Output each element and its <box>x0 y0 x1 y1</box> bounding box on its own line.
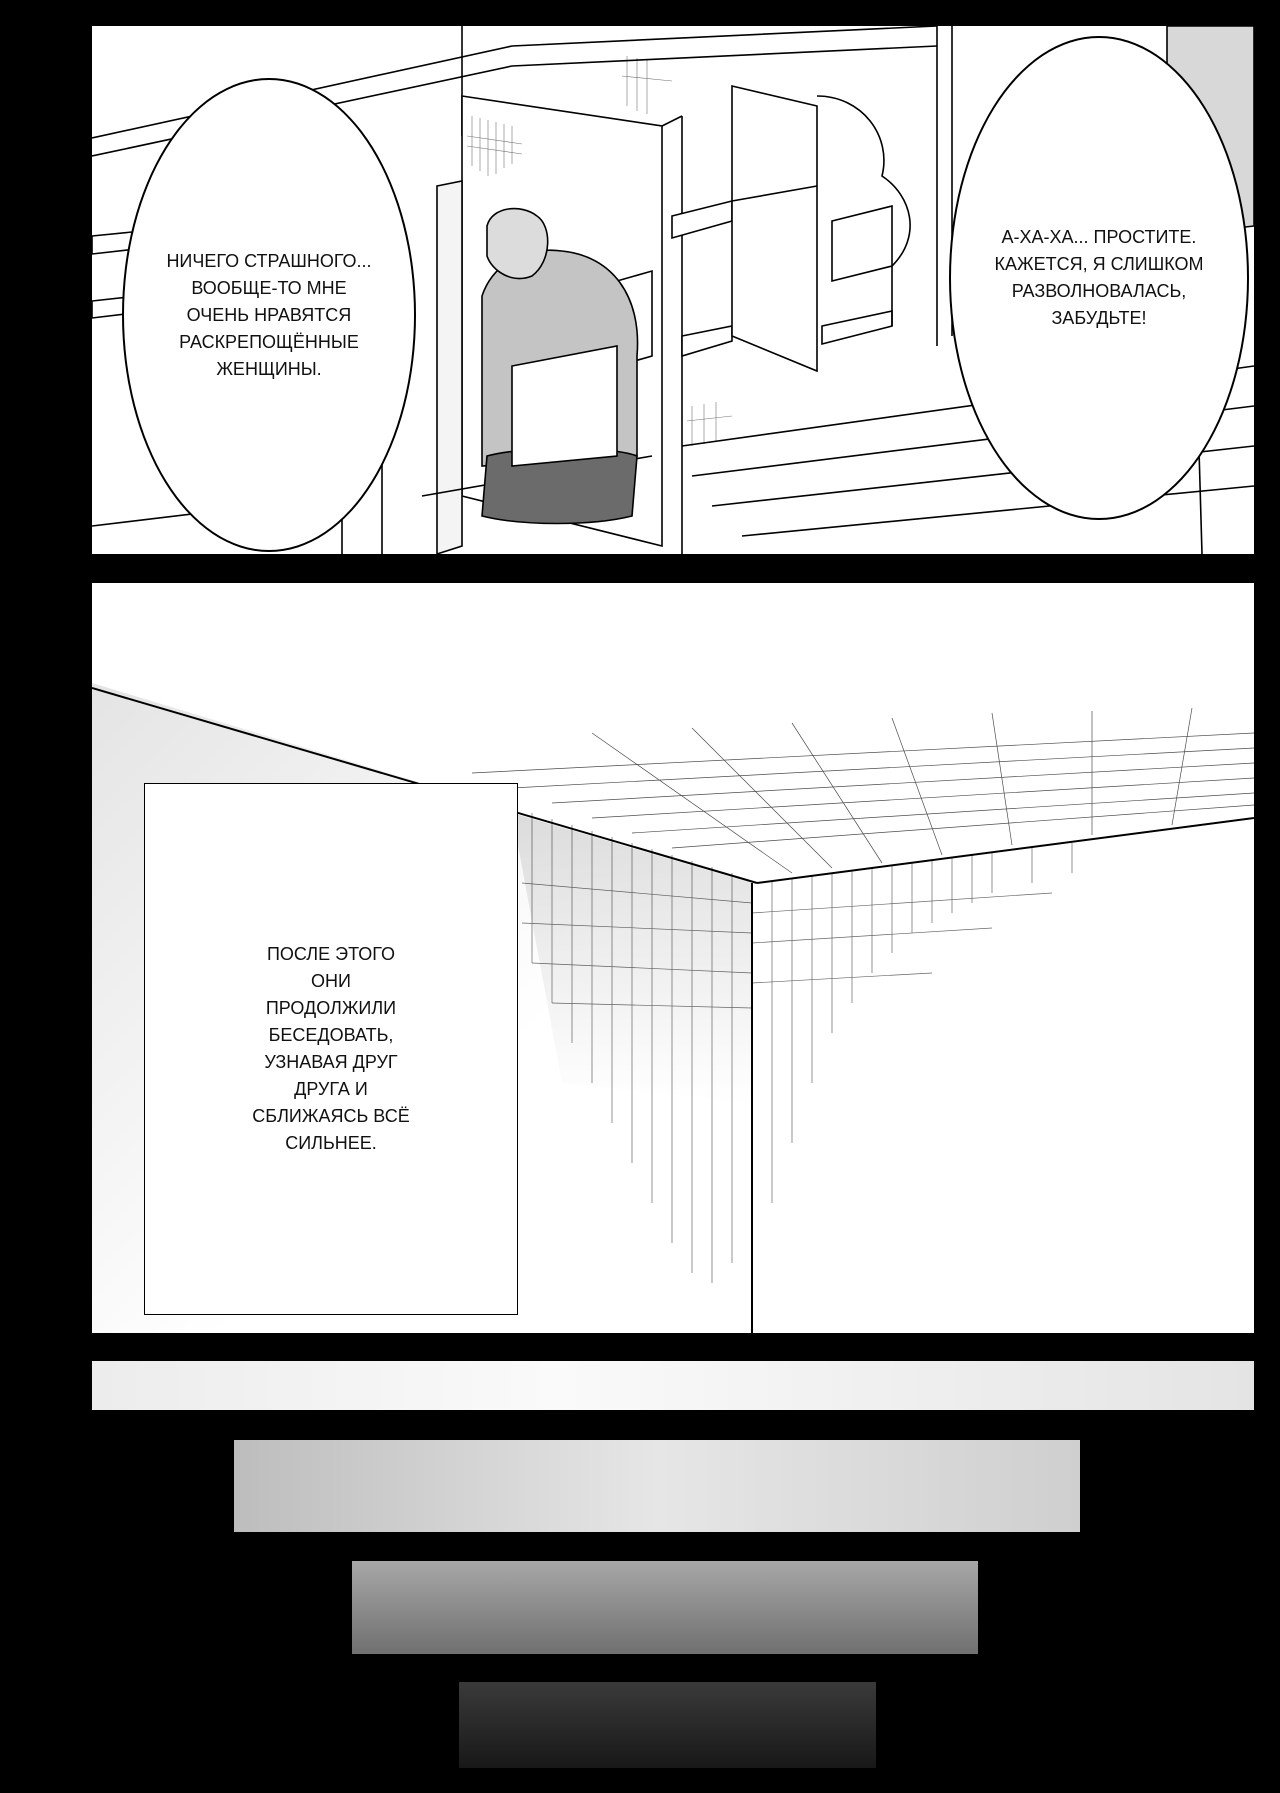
speech-bubble-right-text: А-ХА-ХА... ПРОСТИТЕ. КАЖЕТСЯ, Я СЛИШКОМ РАЗВОЛНОВАЛАСЬ, ЗАБУДЬТЕ! <box>994 227 1204 328</box>
speech-bubble-right <box>949 36 1249 520</box>
transition-strip-4 <box>459 1682 876 1768</box>
transition-strip-3 <box>352 1561 978 1654</box>
panel-ceiling-corner <box>92 583 1254 1333</box>
narration-caption-text: ПОСЛЕ ЭТОГО ОНИ ПРОДОЛЖИЛИ БЕСЕДОВАТЬ, УЗНАВАЯ ДРУГ ДРУГА И СБЛИЖАЯСЬ ВСЁ СИЛЬНЕЕ. <box>252 944 410 1153</box>
narration-caption-box <box>144 783 518 1315</box>
speech-bubble-left <box>122 78 416 552</box>
transition-strip-1 <box>92 1361 1254 1410</box>
transition-strip-2 <box>234 1440 1080 1532</box>
panel-office-cubicles <box>92 26 1254 554</box>
speech-bubble-left-text: НИЧЕГО СТРАШНОГО... ВООБЩЕ-ТО МНЕ ОЧЕНЬ НРАВЯТСЯ РАСКРЕПОЩЁННЫЕ ЖЕНЩИНЫ. <box>166 250 372 379</box>
